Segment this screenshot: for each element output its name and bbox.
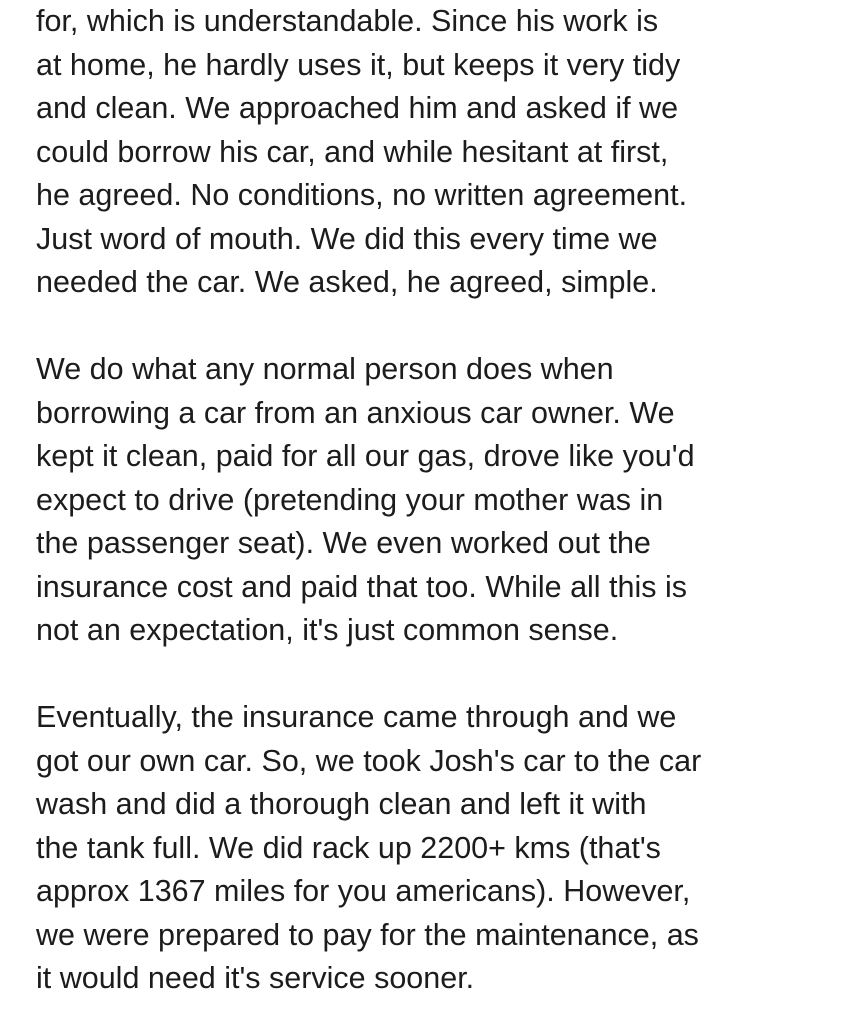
paragraph-2 [36, 348, 836, 653]
text-line: and clean. We approached him and asked if we [36, 91, 679, 125]
text-line: borrowing a car from an anxious car owner. We [36, 395, 675, 430]
text-line: needed the car. We asked, he agreed, simple. [36, 265, 658, 299]
text-line: not an expectation, it's just common sense. [36, 613, 619, 647]
text-line: insurance cost and paid that too. While all this is [36, 569, 688, 604]
text-line: expect to drive (pretending your mother was in [36, 482, 664, 517]
text-line: got our own car. So, we took Josh's car to the car [36, 743, 702, 778]
text-line: the tank full. We did rack up 2200+ kms (that's [36, 830, 661, 865]
paragraph-gap [36, 305, 836, 349]
paragraph-gap [36, 653, 836, 697]
text-line: could borrow his car, and while hesitant at first, [36, 134, 669, 169]
text-line: kept it clean, paid for all our gas, drove like you'd [36, 439, 695, 473]
text-line: wash and did a thorough clean and left it with [36, 787, 647, 821]
text-line: it would need it's service sooner. [36, 961, 475, 995]
text-line: we were prepared to pay for the maintenance, as [36, 917, 699, 952]
text-line: the passenger seat). We even worked out the [36, 526, 651, 560]
text-line: at home, he hardly uses it, but keeps it very tidy [36, 47, 681, 82]
text-line: approx 1367 miles for you americans). However, [36, 874, 691, 908]
paragraph-1 [36, 0, 836, 305]
text-line: We do what any normal person does when [36, 352, 614, 386]
text-line: Eventually, the insurance came through and we [36, 700, 677, 734]
text-line: he agreed. No conditions, no written agreement. [36, 178, 688, 212]
post-text-body [36, 0, 836, 1001]
text-line: Just word of mouth. We did this every time we [36, 221, 658, 256]
paragraph-3 [36, 696, 836, 1001]
text-line: for, which is understandable. Since his work is [36, 4, 659, 38]
